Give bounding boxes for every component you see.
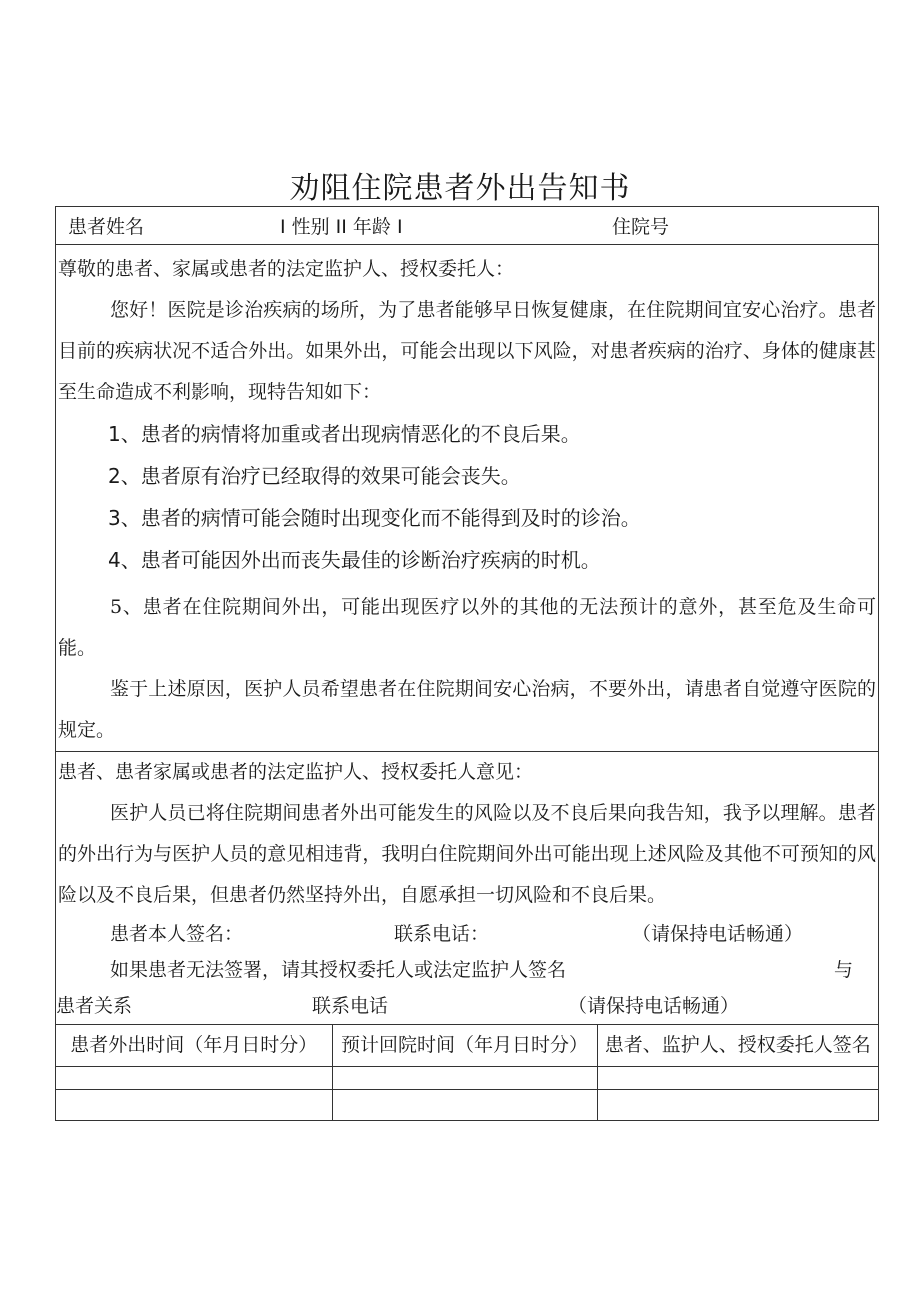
leave-time-cell[interactable] bbox=[56, 1067, 332, 1090]
patient-sign-label: 患者本人签名： bbox=[110, 923, 244, 945]
gender-age-label: I 性别 II 年龄 I bbox=[280, 216, 403, 238]
signature-cell[interactable] bbox=[597, 1067, 878, 1090]
return-time-cell[interactable] bbox=[332, 1067, 597, 1090]
relation-label: 患者关系 bbox=[56, 995, 133, 1017]
relation-line bbox=[56, 988, 878, 1024]
table-header-row bbox=[56, 1025, 878, 1067]
table-row bbox=[56, 1090, 878, 1121]
return-time-header: 预计回院时间（年月日时分） bbox=[332, 1025, 597, 1067]
closing-paragraph: 鉴于上述原因，医护人员希望患者在住院期间安心治病，不要外出，请患者自觉遵守医院的规定。 bbox=[58, 678, 876, 741]
risk-item-3: 3、患者的病情可能会随时出现变化而不能得到及时的诊治。 bbox=[108, 506, 641, 530]
keep-phone-note: （请保持电话畅通） bbox=[632, 923, 804, 945]
return-time-cell[interactable] bbox=[332, 1090, 597, 1121]
opinion-heading: 患者、患者家属或患者的法定监护人、授权委托人意见： bbox=[58, 761, 534, 783]
risk-item-4: 4、患者可能因外出而丧失最佳的诊断治疗疾病的时机。 bbox=[108, 548, 601, 572]
page-title: 劝阻住院患者外出告知书 bbox=[289, 171, 631, 206]
patient-name-label: 患者姓名 bbox=[68, 216, 145, 238]
outing-log-table bbox=[56, 1025, 878, 1120]
risk-item-1: 1、患者的病情将加重或者出现病情恶化的不良后果。 bbox=[108, 422, 581, 446]
signature-header: 患者、监护人、授权委托人签名 bbox=[597, 1025, 878, 1067]
proxy-signature-line bbox=[56, 952, 878, 988]
leave-time-header: 患者外出时间（年月日时分） bbox=[56, 1025, 332, 1067]
table-row bbox=[56, 1067, 878, 1090]
with-label: 与 bbox=[834, 959, 854, 981]
risk-item-5: 5、患者在住院期间外出，可能出现医疗以外的其他的无法预计的意外，甚至危及生命可能。 bbox=[58, 596, 876, 659]
salutation: 尊敬的患者、家属或患者的法定监护人、授权委托人： bbox=[58, 258, 515, 280]
phone-label-2: 联系电话 bbox=[312, 995, 389, 1017]
risk-item-2: 2、患者原有治疗已经取得的效果可能会丧失。 bbox=[108, 464, 521, 488]
opinion-statement: 医护人员已将住院期间患者外出可能发生的风险以及不良后果向我告知，我予以理解。患者的外出行为与医护人员的意见相违背，我明白住院期间外出可能出现上述风险及其他不可预知的风险以及不良后果，但患者仍然坚持外出，自愿承担一切风险和不良后果。 bbox=[58, 802, 876, 906]
notice-section bbox=[56, 245, 878, 752]
admission-number-label: 住院号 bbox=[612, 216, 670, 238]
notice-form bbox=[55, 206, 879, 1121]
signature-cell[interactable] bbox=[597, 1090, 878, 1121]
proxy-instruction: 如果患者无法签署，请其授权委托人或法定监护人签名 bbox=[110, 959, 567, 981]
patient-signature-line bbox=[56, 916, 878, 952]
leave-time-cell[interactable] bbox=[56, 1090, 332, 1121]
intro-paragraph: 您好！医院是诊治疾病的场所，为了患者能够早日恢复健康，在住院期间宜安心治疗。患者目前的疾病状况不适合外出。如果外出，可能会出现以下风险，对患者疾病的治疗、身体的健康甚至生命造成不利影响，现特告知如下： bbox=[58, 299, 876, 403]
patient-info-row bbox=[56, 207, 878, 245]
opinion-section bbox=[56, 752, 878, 1025]
phone-label: 联系电话： bbox=[394, 923, 490, 945]
keep-phone-note-2: （请保持电话畅通） bbox=[568, 995, 740, 1017]
